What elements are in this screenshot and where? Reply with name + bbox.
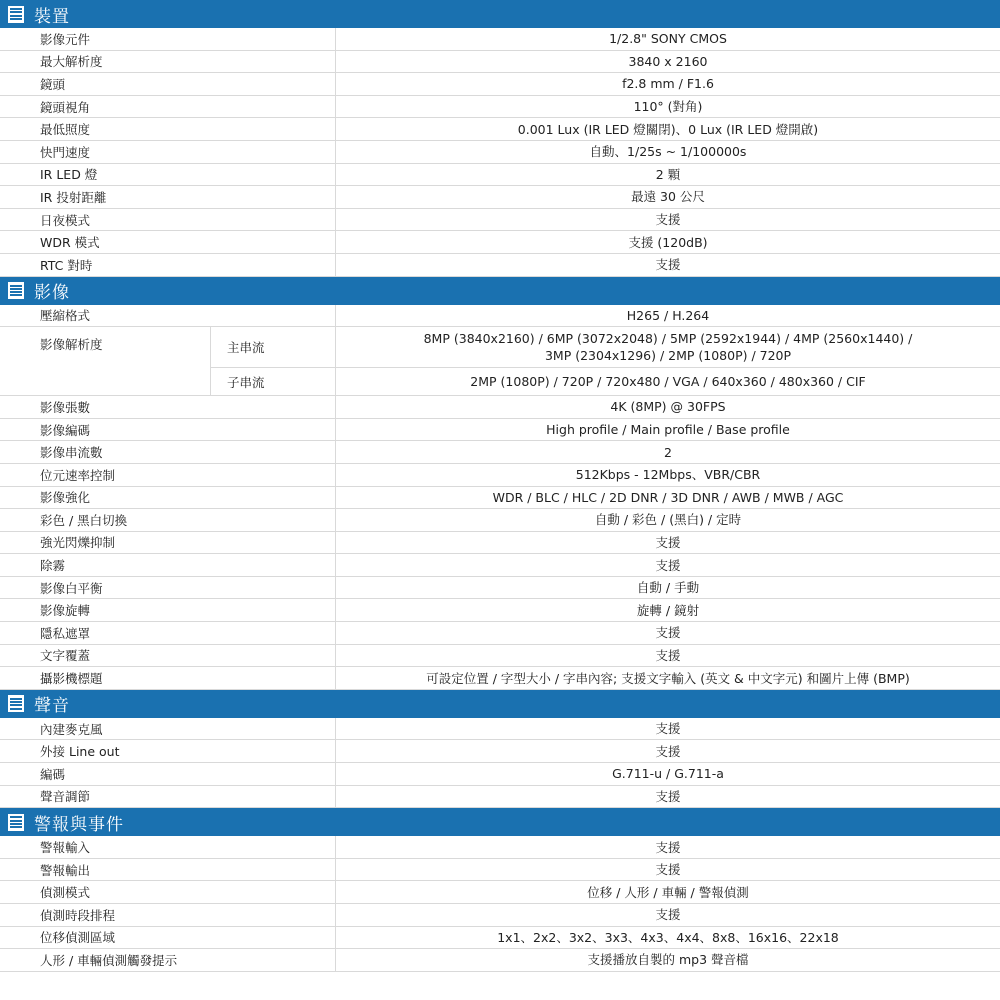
spec-label: 位元速率控制 — [40, 467, 116, 483]
spec-row — [0, 118, 1000, 141]
spec-value: 支援 — [335, 718, 1000, 740]
spec-value: 位移 / 人形 / 車輛 / 警報偵測 — [335, 881, 1000, 903]
spec-row — [0, 554, 1000, 577]
spec-value: 支援 — [335, 254, 1000, 276]
spec-row — [0, 396, 1000, 419]
spec-row — [0, 599, 1000, 622]
section-header — [0, 0, 1000, 28]
spec-value: 旋轉 / 鏡射 — [335, 599, 1000, 621]
spec-row — [0, 164, 1000, 187]
spec-value: 最遠 30 公尺 — [335, 186, 1000, 208]
spec-row — [0, 786, 1000, 809]
spec-row — [0, 836, 1000, 859]
spec-label: IR LED 燈 — [40, 167, 98, 183]
spec-value: 支援 — [335, 645, 1000, 667]
spec-row — [0, 859, 1000, 882]
spec-row — [0, 96, 1000, 119]
spec-value: 支援 — [335, 740, 1000, 762]
spec-label: 影像串流數 — [40, 445, 103, 461]
spec-value: 512Kbps - 12Mbps、VBR/CBR — [335, 464, 1000, 486]
spec-value: 支援 — [335, 836, 1000, 858]
spec-value: 自動 / 手動 — [335, 577, 1000, 599]
spec-label: 警報輸出 — [40, 862, 91, 878]
spec-label: WDR 模式 — [40, 235, 100, 251]
section-title: 影像 — [34, 283, 70, 304]
spec-value — [335, 327, 1000, 367]
spec-label: 壓縮格式 — [40, 308, 91, 324]
spec-row — [0, 718, 1000, 741]
spec-label: IR 投射距離 — [40, 189, 107, 205]
spec-row — [0, 881, 1000, 904]
spec-subrow — [210, 367, 1000, 395]
section-title: 聲音 — [34, 696, 70, 717]
list-icon — [8, 282, 24, 299]
spec-row — [0, 904, 1000, 927]
section-header — [0, 808, 1000, 836]
spec-row — [0, 667, 1000, 690]
spec-value: f2.8 mm / F1.6 — [335, 73, 1000, 95]
spec-row — [0, 419, 1000, 442]
spec-value: G.711-u / G.711-a — [335, 763, 1000, 785]
spec-sublabel: 主串流 — [210, 327, 335, 367]
spec-value — [335, 368, 1000, 395]
spec-label: 人形 / 車輛偵測觸發提示 — [40, 952, 178, 968]
spec-value-line: 8MP (3840x2160) / 6MP (3072x2048) / 5MP (2592x1944) / 4MP (2560x1440) / — [423, 331, 913, 347]
spec-value: 自動、1/25s ~ 1/100000s — [335, 141, 1000, 163]
spec-value: 支援 — [335, 622, 1000, 644]
spec-row — [0, 645, 1000, 668]
section-title: 警報與事件 — [34, 814, 124, 835]
section-header — [0, 690, 1000, 718]
spec-row — [0, 577, 1000, 600]
spec-value: WDR / BLC / HLC / 2D DNR / 3D DNR / AWB / MWB / AGC — [335, 487, 1000, 509]
spec-label: 影像編碼 — [40, 422, 91, 438]
spec-row — [0, 186, 1000, 209]
spec-value: 支援 — [335, 209, 1000, 231]
section-title: 裝置 — [34, 6, 70, 27]
spec-label: 影像強化 — [40, 490, 91, 506]
spec-label: 最低照度 — [40, 122, 91, 138]
spec-row — [0, 28, 1000, 51]
spec-label: 鏡頭視角 — [40, 99, 91, 115]
spec-row — [0, 927, 1000, 950]
spec-label: 外接 Line out — [40, 744, 120, 760]
spec-label: 偵測時段排程 — [40, 907, 116, 923]
spec-row — [0, 740, 1000, 763]
spec-row — [0, 73, 1000, 96]
spec-label: 影像元件 — [40, 31, 91, 47]
spec-label: 影像張數 — [40, 399, 91, 415]
spec-value: 3840 x 2160 — [335, 51, 1000, 73]
spec-value: 支援 — [335, 904, 1000, 926]
spec-subrow — [210, 327, 1000, 367]
spec-row — [0, 532, 1000, 555]
spec-label: 影像白平衡 — [40, 580, 103, 596]
sub-rows — [210, 327, 1000, 395]
spec-label: 警報輸入 — [40, 840, 91, 856]
spec-row — [0, 949, 1000, 972]
spec-row — [0, 209, 1000, 232]
spec-row — [0, 763, 1000, 786]
spec-value: 110° (對角) — [335, 96, 1000, 118]
spec-row — [0, 464, 1000, 487]
spec-value: 自動 / 彩色 / (黑白) / 定時 — [335, 509, 1000, 531]
spec-label: 最大解析度 — [40, 54, 103, 70]
spec-label: 聲音調節 — [40, 789, 91, 805]
spec-value: 支援 — [335, 786, 1000, 808]
spec-value: 可設定位置 / 字型大小 / 字串內容; 支援文字輸入 (英文 & 中文字元) 和圖片上傳 (BMP) — [335, 667, 1000, 689]
spec-label: 影像解析度 — [40, 337, 103, 353]
spec-value: 支援播放自製的 mp3 聲音檔 — [335, 949, 1000, 971]
spec-value: 1/2.8" SONY CMOS — [335, 28, 1000, 50]
spec-label: 內建麥克風 — [40, 721, 103, 737]
spec-row — [0, 231, 1000, 254]
spec-value: 1x1、2x2、3x2、3x3、4x3、4x4、8x8、16x16、22x18 — [335, 927, 1000, 949]
spec-value: 0.001 Lux (IR LED 燈關閉)、0 Lux (IR LED 燈開啟) — [335, 118, 1000, 140]
spec-value-line: 3MP (2304x1296) / 2MP (1080P) / 720P — [544, 348, 792, 364]
spec-row — [0, 622, 1000, 645]
spec-value: H265 / H.264 — [335, 305, 1000, 327]
spec-row — [0, 441, 1000, 464]
spec-row-group — [0, 327, 1000, 396]
spec-value: High profile / Main profile / Base profile — [335, 419, 1000, 441]
spec-row — [0, 141, 1000, 164]
spec-value: 支援 — [335, 532, 1000, 554]
spec-row — [0, 51, 1000, 74]
list-icon — [8, 814, 24, 831]
spec-label: 攝影機標題 — [40, 671, 103, 687]
spec-value: 4K (8MP) @ 30FPS — [335, 396, 1000, 418]
spec-label: 鏡頭 — [40, 76, 66, 92]
spec-label: RTC 對時 — [40, 257, 93, 273]
spec-label: 影像旋轉 — [40, 603, 91, 619]
section-header — [0, 277, 1000, 305]
spec-sublabel: 子串流 — [210, 368, 335, 395]
spec-label: 文字覆蓋 — [40, 648, 91, 664]
spec-value-line: 2MP (1080P) / 720P / 720x480 / VGA / 640x360 / 480x360 / CIF — [470, 374, 866, 390]
spec-row — [0, 254, 1000, 277]
spec-row — [0, 509, 1000, 532]
list-icon — [8, 695, 24, 712]
spec-label: 偵測模式 — [40, 885, 91, 901]
spec-label: 強光閃爍抑制 — [40, 535, 116, 551]
spec-value: 支援 — [335, 554, 1000, 576]
spec-label: 除霧 — [40, 558, 66, 574]
spec-label: 位移偵測區域 — [40, 930, 116, 946]
spec-value: 支援 (120dB) — [335, 231, 1000, 253]
spec-label: 快門速度 — [40, 144, 91, 160]
spec-value: 2 顆 — [335, 164, 1000, 186]
spec-label: 隱私遮罩 — [40, 625, 91, 641]
spec-value: 2 — [335, 441, 1000, 463]
spec-row — [0, 305, 1000, 328]
spec-row — [0, 487, 1000, 510]
spec-value: 支援 — [335, 859, 1000, 881]
spec-label: 彩色 / 黑白切換 — [40, 512, 128, 528]
spec-label: 日夜模式 — [40, 212, 91, 228]
list-icon — [8, 6, 24, 23]
spec-label: 編碼 — [40, 766, 66, 782]
